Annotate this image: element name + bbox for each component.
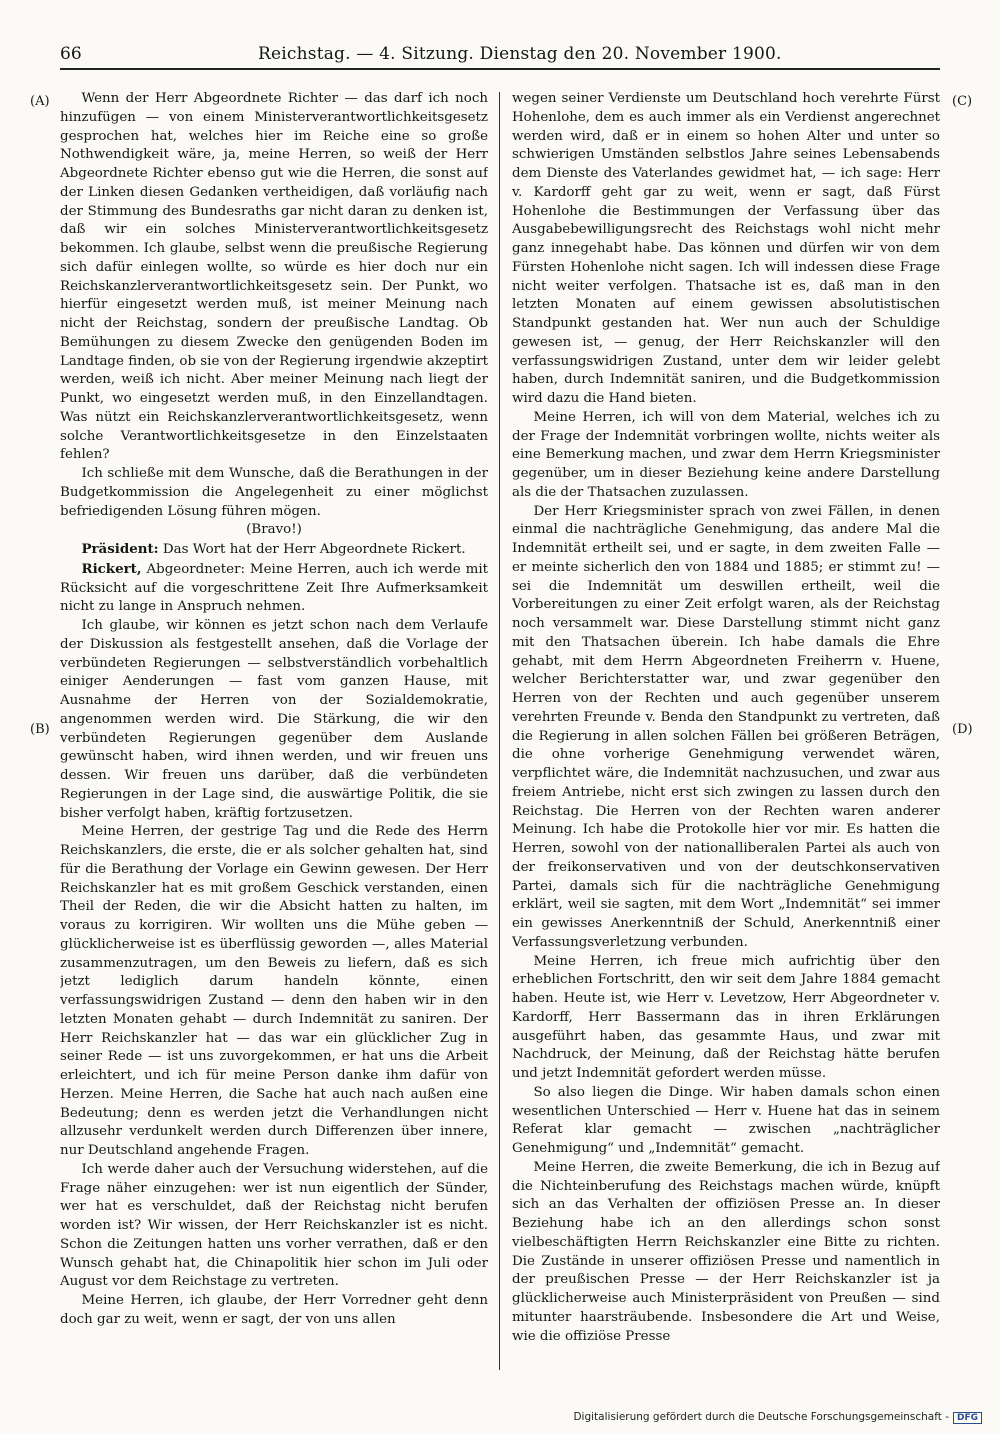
margin-mark-a: (A): [30, 94, 50, 109]
paragraph: Meine Herren, der gestrige Tag und die Rede des Herrn Reichskanzlers, die erste, die er als solcher gehalten hat, sind für die Berathung der Vorlage ein Gewinn gewesen. Der Herr Reichskanzler hat es mit großem Geschick verstanden, einen Theil der Reden, die wir die Absicht hatten zu halten, im voraus zu korrigiren. Wir wollten uns die Mühe geben — glücklicherweise ist es überflüssig geworden —, alles Material zusammenzutragen, um den Beweis zu liefern, daß es sich jetzt lediglich darum handeln könnte, einen verfassungswidrigen Zustand — denn den haben wir in den letzten Monaten gehabt — durch Indemnität zu saniren. Der Herr Reichskanzler hat — das war ein glücklicher Zug in seiner Rede — ist uns zuvorgekommen, er hat uns die Arbeit erleichtert, und ich für meine Person danke ihm dafür von Herzen. Meine Herren, die Sache hat auch nach außen eine Bedeutung; denn es werden jetzt die Verhandlungen nicht allzusehr verdunkelt werden durch Differenzen über innere, nur Deutschland angehende Fragen.: [60, 824, 488, 1158]
margin-mark-b: (B): [30, 722, 50, 737]
president-text: Das Wort hat der Herr Abgeordnete Rickert.: [162, 542, 466, 557]
paragraph: Ich glaube, wir können es jetzt schon nach dem Verlaufe der Diskussion als festgestellt ansehen, daß die Vorlage der verbündeten Regierungen — selbstverständlich vorbehaltlich einiger Aenderungen — fast vom ganzen Hause, mit Ausnahme der Herren von der Sozialdemokratie, angenommen werden wird. Die Stärkung, die wir den verbündeten Regierungen gegenüber dem Auslande gewünscht haben, wird ihnen werden, und wir freuen uns dessen. Wir freuen uns darüber, daß die verbündeten Regierungen in der Lage sind, die auswärtige Politik, die sie bisher verfolgt haben, kräftig fortzusetzen.: [60, 618, 488, 821]
rickert-paragraph: [60, 560, 488, 617]
rickert-text: Abgeordneter: Meine Herren, auch ich werde mit Rücksicht auf die vorgeschrittene Zeit Ihre Aufmerksamkeit nicht zu lange in Anspruch nehmen.: [60, 561, 488, 615]
paragraph: Ich schließe mit dem Wunsche, daß die Berathungen in der Budgetkommission die Angelegenheit zu einer möglichst befriedigenden Lösung führen mögen.: [60, 466, 488, 519]
paragraph: Meine Herren, ich will von dem Material, welches ich zu der Frage der Indemnität vorbringen wollte, nichts weiter als eine Bemerkung machen, und zwar dem Herrn Kriegsminister gegenüber, um in dieser Beziehung keine andere Darstellung als die der Thatsachen zuzulassen.: [512, 409, 940, 500]
paragraph: Ich werde daher auch der Versuchung widerstehen, auf die Frage näher einzugehen: wer ist nun eigentlich der Sünder, wer hat es verschuldet, daß der Reichstag nicht berufen worden ist? Wir wissen, der Herr Reichskanzler ist es nicht. Schon die Zeitungen hatten uns vorher verrathen, daß er den Wunsch gehabt hat, die Chinapolitik hier schon im Juli oder August vor dem Reichstage zu vertreten.: [60, 1161, 488, 1290]
paragraph: Der Herr Kriegsminister sprach von zwei Fällen, in denen einmal die nachträgliche Genehmigung, das andere Mal die Indemnität ertheilt sei, und er sagte, in dem zweiten Falle — er meinte sicherlich den von 1884 und 1885; er stimmt zu! — sei die Indemnität um deswillen ertheilt, weil die Vorbereitungen zu einer Zeit erfolgt waren, als der Reichstag noch versammelt war. Diese Darstellung stimmt nicht ganz mit den Thatsachen überein. Ich habe damals die Ehre gehabt, mit dem Herrn Abgeordneten Freiherrn v. Huene, welcher Berichterstatter war, und zwar gegenüber den Herren von der Rechten und auch gegenüber unserem verehrten Freunde v. Benda den Standpunkt zu vertreten, daß die Regierung in allen solchen Fällen bei größeren Beträgen, die ohne vorherige Genehmigung verwendet wären, verpflichtet wäre, die Indemnität nachzusuchen, und zwar aus freiem Antriebe, nicht erst sich zwingen zu lassen durch den Reichstag. Die Herren von der Rechten waren anderer Meinung. Ich habe die Protokolle hier vor mir. Es hatten die Herren, sowohl von der nationalliberalen Partei als auch von der freikonservativen und von der deutschkonservativen Partei, damals sich für die nachträgliche Genehmigung erklärt, weil sie sagten, mit dem Wort „Indemnität“ sei immer ein gewisses Anerkenntniß der Schuld, Anerkenntniß einer Verfassungsverletzung verbunden.: [512, 503, 940, 950]
margin-mark-d: (D): [952, 722, 973, 737]
paragraph: Meine Herren, die zweite Bemerkung, die ich in Bezug auf die Nichteinberufung des Reichstags machen würde, knüpft sich an das Verhalten der offiziösen Presse an. In dieser Beziehung habe ich an den allerdings schon sonst vielbeschäftigten Herrn Reichskanzler eine Bitte zu richten. Die Zustände in unserer offiziösen Presse und namentlich in der preußischen Presse — der Herr Reichskanzler ist ja glücklicherweise auch Ministerpräsident von Preußen — sind mitunter haarsträubende. Insbesondere die Art und Weise, wie die offiziöse Presse: [512, 1159, 940, 1344]
dfg-logo-icon: DFG: [953, 1412, 982, 1424]
footer-credit: [573, 1411, 982, 1424]
footer-credit-text: Digitalisierung gefördert durch die Deutsche Forschungsgemeinschaft -: [573, 1411, 949, 1423]
speaker-label-rickert: Rickert,: [81, 560, 142, 577]
paragraph: So also liegen die Dinge. Wir haben damals schon einen wesentlichen Unterschied — Herr v. Huene hat das in seinem Referat klar gemacht — zwischen „nachträglicher Genehmigung“ und „Indemnität“ gemacht.: [512, 1084, 940, 1156]
paragraph: wegen seiner Verdienste um Deutschland hoch verehrte Fürst Hohenlohe, dem es auch immer als ein Verdienst angerechnet werden wird, daß er in einem so hohen Alter und unter so schwierigen Umständen selbstlos Jahre seines Lebensabends dem Dienste des Vaterlandes gewidmet hat, — ich sage: Herr v. Kardorff geht gar zu weit, wenn er sagt, daß Fürst Hohenlohe die Bestimmungen der Verfassung über das Ausgabebewilligungsrecht des Reichstags wohl nicht mehr ganz innegehabt habe. Das können und dürfen wir von dem Fürsten Hohenlohe nicht sagen. Ich will indessen diese Frage nicht weiter verfolgen. Thatsache ist es, daß man in den letzten Monaten auf einem gewissen absolutistischen Standpunkt gestanden hat. Wer nun auch der Schuldige gewesen ist, — genug, der Herr Reichskanzler will den verfassungswidrigen Zustand, unter dem wir leider gelebt haben, durch Indemnität saniren, und die Budgetkommission wird dazu die Hand bieten.: [512, 91, 940, 406]
left-column: [60, 90, 488, 1370]
president-paragraph: [60, 540, 488, 560]
paragraph: Meine Herren, ich freue mich aufrichtig über den erheblichen Fortschritt, den wir seit dem Jahre 1884 gemacht haben. Heute ist, wie Herr v. Levetzow, Herr Abgeordneter v. Kardorff, Herr Bassermann das in ihren Erklärungen ausgeführt haben, das gesammte Haus, und zwar mit Nachdruck, der Meinung, daß der Reichstag hätte berufen und jetzt Indemnität gefordert werden müsse.: [512, 953, 940, 1081]
right-column: [512, 90, 940, 1370]
bravo-note: (Bravo!): [246, 522, 302, 538]
margin-mark-c: (C): [952, 94, 973, 109]
header-rule: [60, 68, 940, 70]
paragraph: Wenn der Herr Abgeordnete Richter — das darf ich noch hinzufügen — von einem Ministerverantwortlichkeitsgesetz gesprochen hat, welches hier im Reiche eine so große Nothwendigkeit wäre, ja, meine Herren, so weiß der Herr Abgeordnete Richter ebenso gut wie die Herren, die sonst auf der Linken diesen Gedanken vertheidigen, daß vorläufig nach der Stimmung des Bundesraths gar nicht daran zu denken ist, daß wir ein solches Ministerverantwortlichkeitsgesetz bekommen. Ich glaube, selbst wenn die preußische Regierung sich dafür einlegen wollte, so würde es hier doch nur ein Reichskanzlerverantwortlichkeitsgesetz sein. Der Punkt, wo hierfür eingesetzt werden muß, ist meiner Meinung nach nicht der Reichstag, sondern der preußische Landtag. Ob Bemühungen zu diesem Zwecke den genügenden Boden im Landtage finden, ob sie von der Regierung irgendwie akzeptirt werden, weiß ich nicht. Aber meiner Meinung nach liegt der Punkt, wo eingesetzt werden muß, in den Einzellandtagen. Was nützt ein Reichskanzlerverantwortlichkeitsgesetz, wenn solche Verantwortlichkeitsgesetze in den Einzelstaaten fehlen?: [60, 91, 488, 463]
speaker-label-president: Präsident:: [81, 541, 159, 557]
column-divider: [499, 92, 500, 1370]
running-head: Reichstag. — 4. Sitzung. Dienstag den 20. November 1900.: [258, 44, 782, 64]
page-number: 66: [60, 44, 82, 64]
paragraph: Meine Herren, ich glaube, der Herr Vorredner geht denn doch gar zu weit, wenn er sagt, der von uns allen: [60, 1293, 488, 1327]
page-header: [60, 42, 940, 68]
